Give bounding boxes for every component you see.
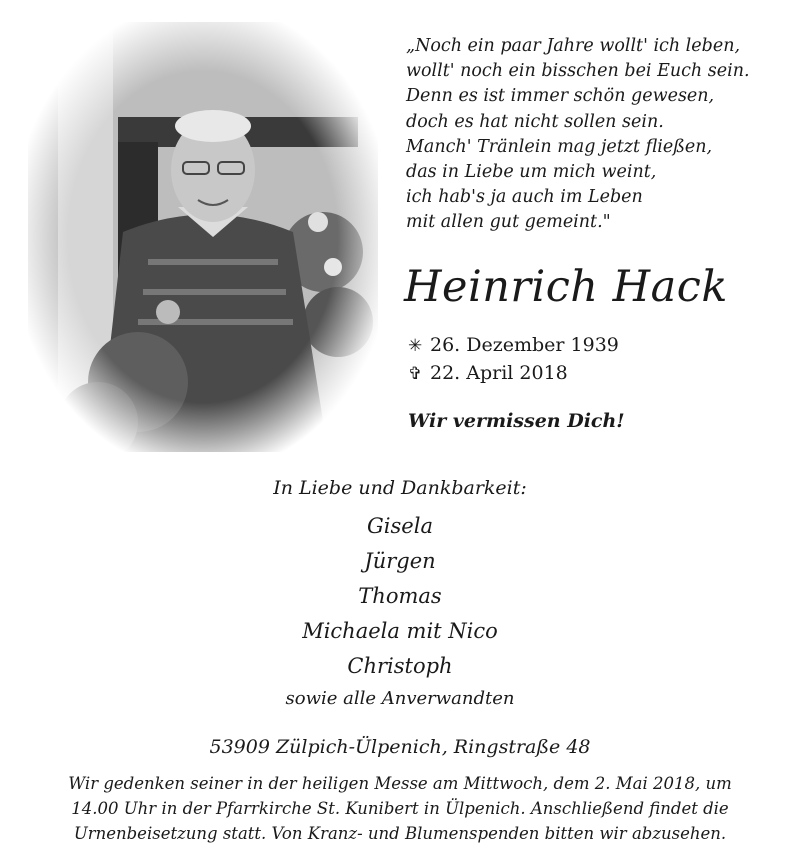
notice-line: Urnenbeisetzung statt. Von Kranz- und Blumenspenden bitten wir abzusehen. bbox=[73, 824, 727, 843]
address: 53909 Zülpich-Ülpenich, Ringstraße 48 bbox=[209, 736, 591, 758]
death-date: 22. April 2018 bbox=[430, 362, 568, 384]
deceased-name: Heinrich Hack bbox=[404, 262, 728, 312]
portrait-photo bbox=[28, 22, 378, 452]
star-icon: ✳ bbox=[408, 336, 423, 356]
death-row bbox=[408, 360, 619, 388]
poem-line: das in Liebe um mich weint, bbox=[406, 162, 657, 183]
poem-line: „Noch ein paar Jahre wollt' ich leben, bbox=[406, 36, 741, 56]
relatives-line: sowie alle Anverwandten bbox=[285, 688, 515, 709]
poem-line: mit allen gut gemeint." bbox=[406, 212, 611, 233]
cross-icon: ✞ bbox=[408, 364, 423, 384]
intro-line: In Liebe und Dankbarkeit: bbox=[273, 477, 527, 499]
poem bbox=[406, 34, 786, 236]
portrait-illustration bbox=[28, 22, 378, 452]
family-member: Christoph bbox=[347, 654, 453, 678]
motto: Wir vermissen Dich! bbox=[408, 410, 625, 432]
family-member: Michaela mit Nico bbox=[302, 619, 498, 643]
family-member: Thomas bbox=[358, 584, 442, 608]
poem-line: Manch' Tränlein mag jetzt fließen, bbox=[406, 136, 713, 157]
poem-line: ich hab's ja auch im Leben bbox=[406, 187, 643, 208]
poem-line: Denn es ist immer schön gewesen, bbox=[406, 86, 715, 107]
notice-line: Wir gedenken seiner in der heiligen Messe am Mittwoch, dem 2. Mai 2018, um bbox=[68, 774, 732, 793]
family-member: Jürgen bbox=[364, 549, 436, 573]
notice-line: 14.00 Uhr in der Pfarrkirche St. Kunibert in Ülpenich. Anschließend findet die bbox=[71, 799, 729, 818]
life-dates bbox=[408, 332, 619, 388]
family-member: Gisela bbox=[367, 514, 433, 538]
poem-line: doch es hat nicht sollen sein. bbox=[406, 111, 664, 132]
poem-line: wollt' noch ein bisschen bei Euch sein. bbox=[406, 61, 750, 82]
birth-row bbox=[408, 332, 619, 360]
service-notice bbox=[22, 771, 778, 846]
birth-date: 26. Dezember 1939 bbox=[430, 334, 619, 356]
